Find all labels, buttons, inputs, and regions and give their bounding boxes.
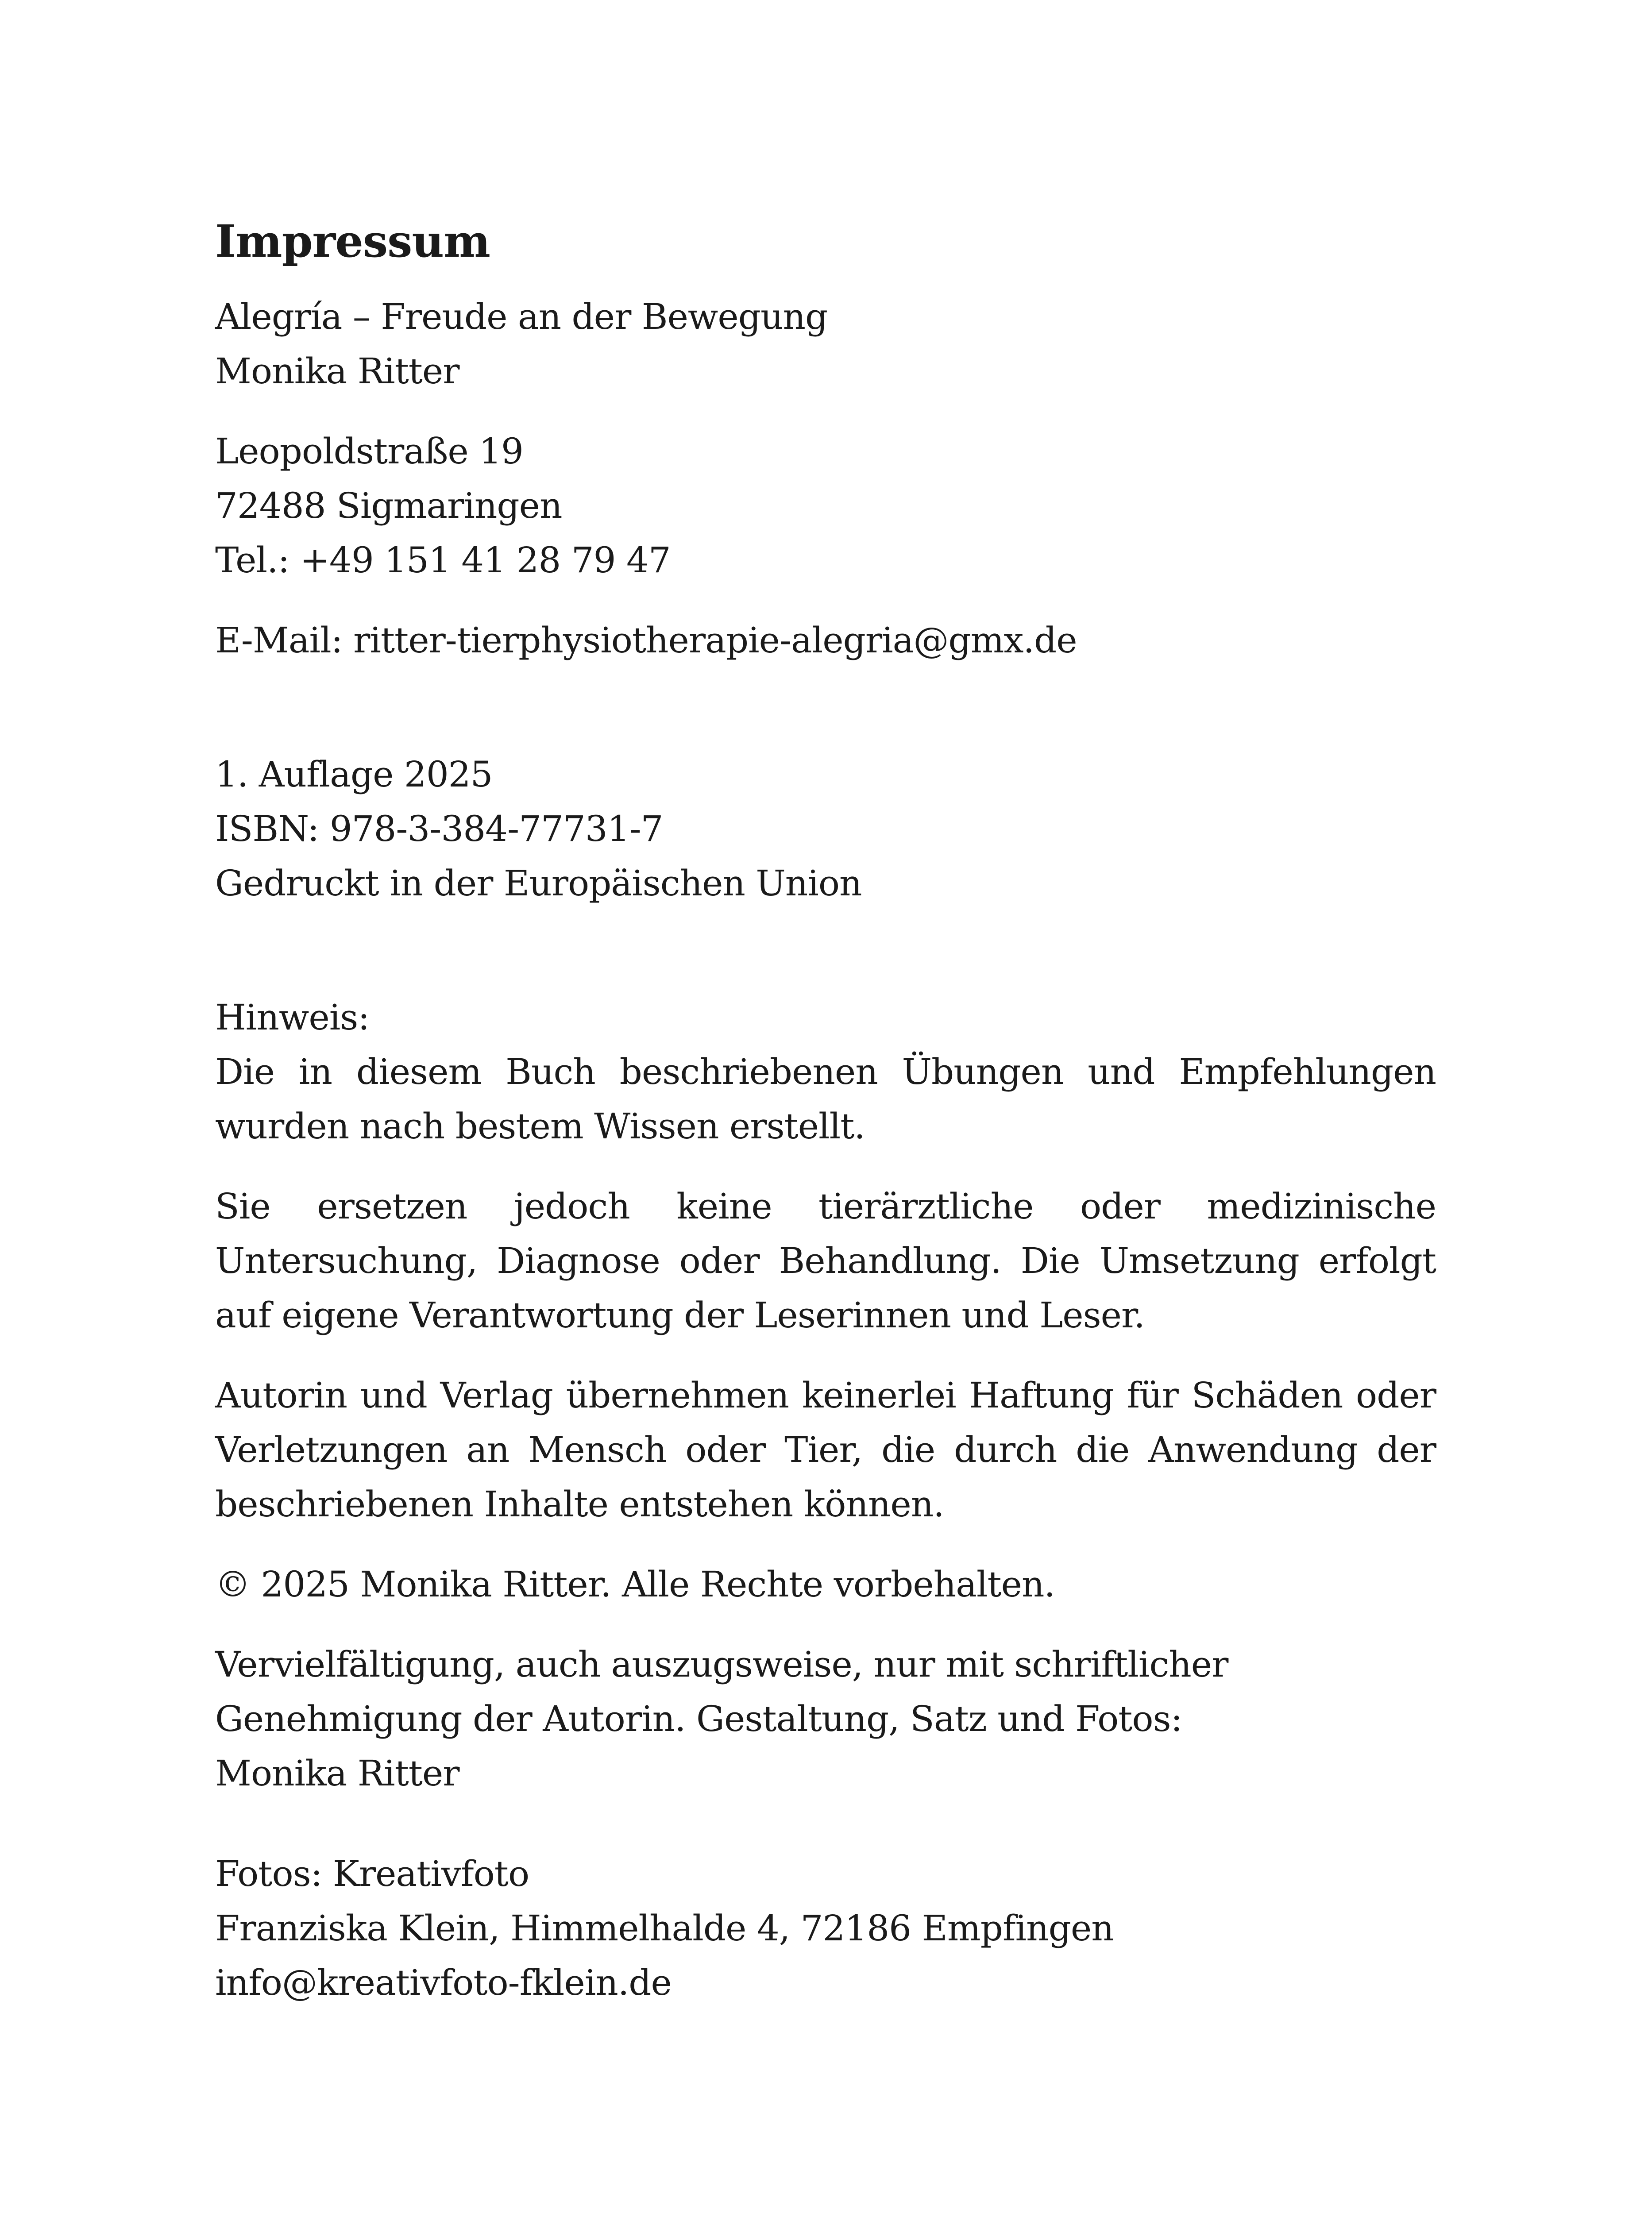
notice-paragraph-3: Autorin und Verlag übernehmen keinerlei Haftung für Schäden oder Verletzungen an Mensch oder Tier, die durch die Anwendung der beschriebenen Inhalte entstehen können. xyxy=(215,1375,1436,1525)
email-line: E-Mail: ritter-tierphysiotherapie-alegria@gmx.de xyxy=(215,620,1077,661)
photos-line-1: Fotos: Kreativfoto xyxy=(215,1853,529,1894)
photo-credits xyxy=(215,1847,1436,2010)
rights-line-3: Monika Ritter xyxy=(215,1753,459,1794)
edition-printed: Gedruckt in der Europäischen Union xyxy=(215,863,862,904)
copyright-block xyxy=(215,1557,1436,1612)
rights-line-2: Genehmigung der Autorin. Gestaltung, Satz und Fotos: xyxy=(215,1698,1182,1739)
edition-isbn: ISBN: 978-3-384-77731-7 xyxy=(215,808,663,849)
imprint-page xyxy=(215,212,1436,2010)
address-block xyxy=(215,424,1436,587)
address-city: 72488 Sigmaringen xyxy=(215,485,562,526)
copyright-line: © 2025 Monika Ritter. Alle Rechte vorbehalten. xyxy=(215,1564,1055,1605)
rights-line-1: Vervielfältigung, auch auszugsweise, nur mit schriftlicher xyxy=(215,1644,1228,1685)
notice-block xyxy=(215,990,1436,1153)
notice-paragraph-1: Die in diesem Buch beschriebenen Übungen und Empfehlungen wurden nach bestem Wissen erstellt. xyxy=(215,1051,1436,1147)
notice-paragraph-2: Sie ersetzen jedoch keine tierärztliche oder medizinische Untersuchung, Diagnose oder Behandlung. Die Umsetzung erfolgt auf eigene Verantwortung der Leserinnen und Leser. xyxy=(215,1186,1436,1336)
edition-auflage: 1. Auflage 2025 xyxy=(215,754,493,795)
book-title: Alegría – Freude an der Bewegung xyxy=(215,296,828,337)
photos-line-2: Franziska Klein, Himmelhalde 4, 72186 Empfingen xyxy=(215,1908,1114,1949)
page-title: Impressum xyxy=(215,215,490,267)
edition-block xyxy=(215,747,1436,910)
book-author: Monika Ritter xyxy=(215,351,459,392)
address-street: Leopoldstraße 19 xyxy=(215,431,523,472)
rights-block xyxy=(215,1637,1436,1800)
address-phone: Tel.: +49 151 41 28 79 47 xyxy=(215,540,671,581)
email-block xyxy=(215,613,1436,667)
book-info xyxy=(215,289,1436,398)
photos-line-3: info@kreativfoto-fklein.de xyxy=(215,1962,672,2003)
notice-label: Hinweis: xyxy=(215,997,370,1038)
